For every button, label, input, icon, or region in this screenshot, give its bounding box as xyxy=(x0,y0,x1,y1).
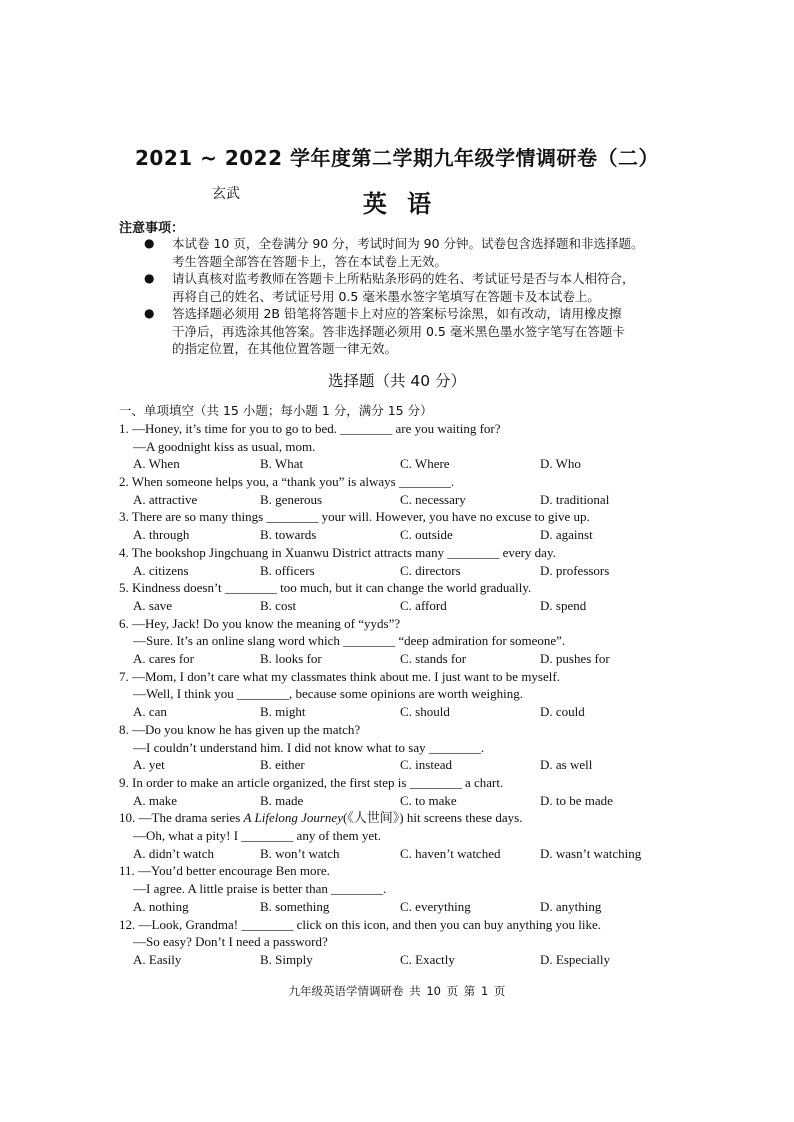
option-c: C. Exactly xyxy=(400,951,455,967)
option-row xyxy=(119,756,679,774)
option-b: B. towards xyxy=(260,527,317,543)
option-d: D. pushes for xyxy=(540,651,610,667)
question-stem: 8. —Do you know he has given up the match? xyxy=(119,721,361,737)
question-stem: 2. When someone helps you, a “thank you” is always ________. xyxy=(119,474,455,490)
option-d: D. to be made xyxy=(540,792,613,808)
option-c: C. to make xyxy=(400,792,457,808)
option-d: D. professors xyxy=(540,562,610,578)
option-c: C. Where xyxy=(400,456,450,472)
option-a: A. through xyxy=(133,527,190,543)
option-row xyxy=(119,455,679,473)
option-row xyxy=(119,650,679,668)
question-item xyxy=(119,508,679,543)
notice-item xyxy=(144,305,684,358)
page-footer: 九年级英语学情调研卷 共 10 页 第 1 页 xyxy=(288,984,506,998)
notice-line: 本试卷 10 页，全卷满分 90 分，考试时间为 90 分钟。试卷包含选择题和非选择题。 xyxy=(172,236,644,251)
stem-start: 10. —The drama series xyxy=(119,810,244,826)
notice-line: 答选择题必须用 2B 铅笔将答题卡上对应的答案标号涂黑，如有改动，请用橡皮擦 xyxy=(172,306,622,321)
option-c: C. haven’t watched xyxy=(400,845,501,861)
option-b: B. cost xyxy=(260,597,297,613)
option-b: B. looks for xyxy=(260,651,322,667)
option-c: C. necessary xyxy=(400,491,466,507)
notice-list xyxy=(144,235,684,358)
option-c: C. directors xyxy=(400,562,461,578)
option-d: D. as well xyxy=(540,757,593,773)
question-item xyxy=(119,916,679,969)
notice-line: 的指定位置，在其他位置答题一律无效。 xyxy=(172,341,398,356)
option-c: C. afford xyxy=(400,597,447,613)
option-row xyxy=(119,898,679,916)
option-b: B. generous xyxy=(260,491,323,507)
option-d: D. wasn’t watching xyxy=(540,845,642,861)
option-b: B. either xyxy=(260,757,305,773)
question-item xyxy=(119,668,679,721)
notice-heading: 注意事项： xyxy=(119,221,185,236)
option-c: C. stands for xyxy=(400,651,467,667)
drama-title: A Lifelong Journey xyxy=(243,810,343,826)
notice-line: 再将自己的姓名、考试证号用 0.5 毫米墨水签字笔填写在答题卡及本试卷上。 xyxy=(172,288,600,304)
part-heading: 一、单项填空（共 15 小题；每小题 1 分，满分 15 分） xyxy=(119,403,433,418)
question-item xyxy=(119,579,679,614)
option-d: D. anything xyxy=(540,898,602,914)
option-row xyxy=(119,951,679,969)
option-a: A. didn’t watch xyxy=(133,845,214,861)
option-a: A. yet xyxy=(133,757,165,773)
notice-line: 考生答题全部答在答题卡上，答在本试卷上无效。 xyxy=(172,253,448,269)
option-row xyxy=(119,526,679,544)
question-stem xyxy=(119,809,679,827)
question-reply: —A goodnight kiss as usual, mom. xyxy=(133,438,316,454)
question-stem: 12. —Look, Grandma! ________ click on this icon, and then you can buy anything you like. xyxy=(119,916,601,932)
option-d: D. Especially xyxy=(540,951,611,967)
option-a: A. When xyxy=(133,456,180,472)
question-reply: —Sure. It’s an online slang word which ________ “deep admiration for someone”. xyxy=(133,633,566,649)
notice-line: 干净后，再选涂其他答案。答非选择题必须用 0.5 毫米黑色墨水签字笔写在答题卡 xyxy=(172,323,625,339)
question-item xyxy=(119,420,679,473)
notice-item xyxy=(144,270,684,305)
option-b: B. Simply xyxy=(260,951,313,967)
option-b: B. won’t watch xyxy=(260,845,340,861)
question-stem: 1. —Honey, it’s time for you to go to bed. ________ are you waiting for? xyxy=(119,421,501,436)
option-c: C. should xyxy=(400,704,450,720)
question-stem: 3. There are so many things ________ your will. However, you have no excuse to give up. xyxy=(119,509,590,525)
question-list xyxy=(119,420,679,969)
option-d: D. against xyxy=(540,527,593,543)
question-item xyxy=(119,774,679,809)
option-b: B. made xyxy=(260,792,304,808)
option-row xyxy=(119,792,679,810)
bullet-icon: ● xyxy=(144,306,155,320)
option-d: D. spend xyxy=(540,597,587,613)
bullet-icon: ● xyxy=(144,236,155,250)
option-b: B. something xyxy=(260,898,330,914)
question-stem: 4. The bookshop Jingchuang in Xuanwu District attracts many ________ every day. xyxy=(119,544,556,560)
question-item xyxy=(119,615,679,668)
bullet-icon: ● xyxy=(144,271,155,285)
question-stem: 7. —Mom, I don’t care what my classmates think about me. I just want to be myself. xyxy=(119,668,560,684)
option-a: A. nothing xyxy=(133,898,189,914)
option-a: A. citizens xyxy=(133,562,189,578)
option-row xyxy=(119,562,679,580)
question-stem: 9. In order to make an article organized, the first step is ________ a chart. xyxy=(119,774,504,790)
question-item xyxy=(119,721,679,774)
option-d: D. Who xyxy=(540,456,581,472)
question-item xyxy=(119,809,679,862)
option-a: A. make xyxy=(133,792,178,808)
option-a: A. Easily xyxy=(133,951,182,967)
subject-title: 英 语 xyxy=(362,190,432,218)
district-label: 玄武 xyxy=(212,186,240,202)
notice-item xyxy=(144,235,684,270)
question-item xyxy=(119,544,679,579)
option-row xyxy=(119,491,679,509)
question-stem: 11. —You’d better encourage Ben more. xyxy=(119,863,330,879)
question-reply: —Oh, what a pity! I ________ any of them yet. xyxy=(133,828,382,844)
option-a: A. can xyxy=(133,704,167,720)
option-d: D. could xyxy=(540,704,585,720)
option-a: A. save xyxy=(133,597,172,613)
option-b: B. officers xyxy=(260,562,315,578)
option-row xyxy=(119,597,679,615)
question-reply: —So easy? Don’t I need a password? xyxy=(133,934,328,950)
question-stem: 6. —Hey, Jack! Do you know the meaning of “yyds”? xyxy=(119,615,401,631)
option-row xyxy=(119,703,679,721)
question-item xyxy=(119,862,679,915)
question-stem: 5. Kindness doesn’t ________ too much, but it can change the world gradually. xyxy=(119,580,532,596)
option-b: B. might xyxy=(260,704,306,720)
exam-title: 2021 ~ 2022 学年度第二学期九年级学情调研卷（二） xyxy=(135,146,659,170)
option-d: D. traditional xyxy=(540,491,610,507)
option-a: A. attractive xyxy=(133,491,198,507)
question-reply: —I couldn’t understand him. I did not know what to say ________. xyxy=(133,739,485,755)
option-c: C. outside xyxy=(400,527,453,543)
option-b: B. What xyxy=(260,456,304,472)
question-reply: —I agree. A little praise is better than ________. xyxy=(133,881,387,897)
stem-end: (《人世间》) hit screens these days. xyxy=(342,810,523,826)
option-row xyxy=(119,845,679,863)
section-title: 选择题（共 40 分） xyxy=(327,372,467,390)
option-c: C. everything xyxy=(400,898,471,914)
notice-line: 请认真核对监考教师在答题卡上所粘贴条形码的姓名、考试证号是否与本人相符合， xyxy=(172,271,635,286)
question-reply: —Well, I think you ________, because some opinions are worth weighing. xyxy=(133,686,523,702)
question-item xyxy=(119,473,679,508)
option-a: A. cares for xyxy=(133,651,194,667)
option-c: C. instead xyxy=(400,757,452,773)
